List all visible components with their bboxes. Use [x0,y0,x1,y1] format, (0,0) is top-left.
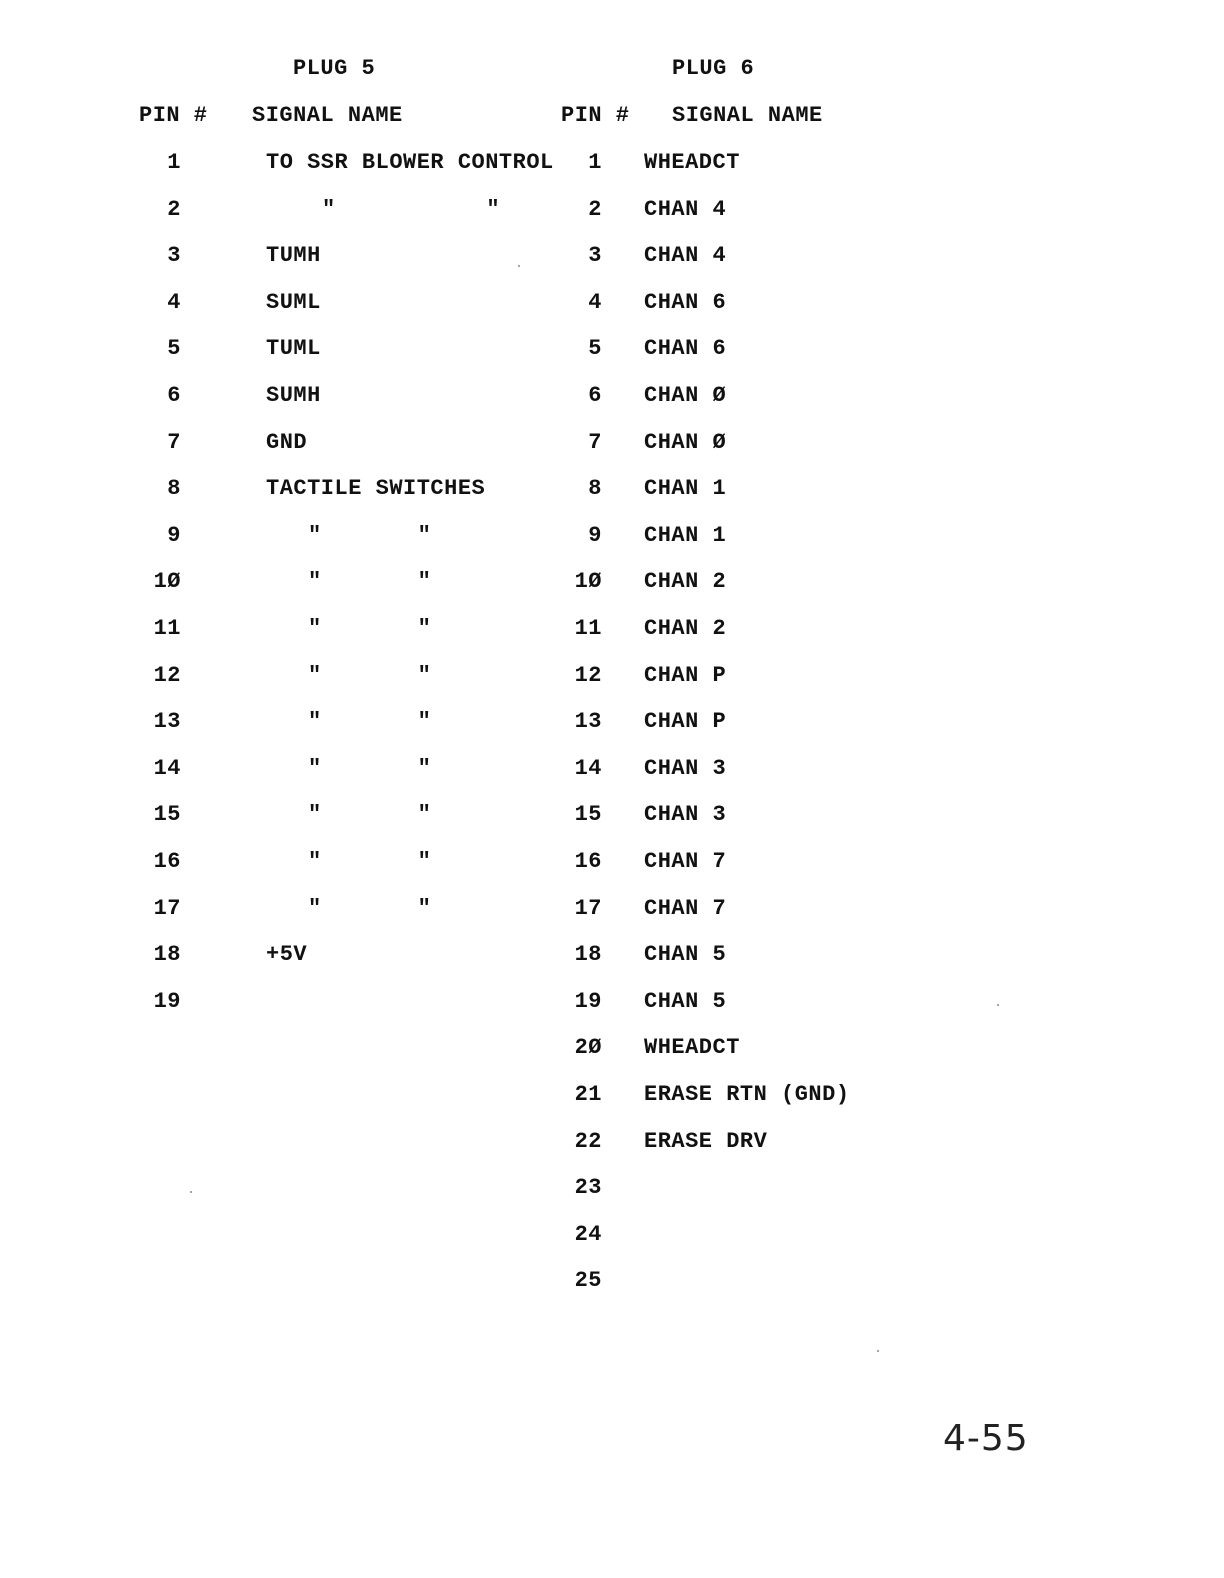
signal-name: CHAN 4 [644,197,727,222]
pin-number: 14 [153,756,181,781]
signal-name: SUML [266,290,321,315]
signal-name: SUMH [266,383,321,408]
page-number: 4-55 [943,1418,1029,1459]
signal-name: CHAN 3 [644,756,727,781]
signal-name: " " [308,523,432,548]
pin-number: 6 [167,383,181,408]
pin-number: 1 [167,150,181,175]
signal-name: TUMH [266,243,321,268]
pin-number: 8 [588,476,602,501]
signal-name: CHAN 2 [644,569,727,594]
pin-number: 22 [574,1129,602,1154]
pin-number: 19 [574,989,602,1014]
signal-name: CHAN P [644,663,727,688]
pin-number: 1Ø [153,569,181,594]
signal-name: CHAN 7 [644,849,727,874]
scan-speck [190,1191,192,1193]
plug6-signal-header: SIGNAL NAME [672,103,823,128]
pin-number: 2Ø [574,1035,602,1060]
plug5-pin-header: PIN # [139,103,208,128]
pin-number: 21 [574,1082,602,1107]
pin-number: 18 [574,942,602,967]
signal-name: CHAN Ø [644,430,727,455]
scan-speck [518,265,520,267]
signal-name: WHEADCT [644,150,740,175]
pin-number: 17 [153,896,181,921]
signal-name: " " [308,663,432,688]
signal-name: " " [322,197,501,222]
pin-number: 19 [153,989,181,1014]
signal-name: " " [308,756,432,781]
signal-name: TO SSR BLOWER CONTROL [266,150,554,175]
pin-number: 11 [153,616,181,641]
signal-name: CHAN Ø [644,383,727,408]
pin-number: 7 [588,430,602,455]
pin-number: 4 [588,290,602,315]
signal-name: TUML [266,336,321,361]
signal-name: CHAN 1 [644,476,727,501]
pin-number: 3 [167,243,181,268]
plug5-title: PLUG 5 [293,56,376,81]
pin-number: 2 [588,197,602,222]
signal-name: CHAN 6 [644,336,727,361]
pin-number: 24 [574,1222,602,1247]
signal-name: ERASE RTN (GND) [644,1082,850,1107]
pin-number: 14 [574,756,602,781]
pin-number: 15 [574,802,602,827]
plug6-pin-header: PIN # [561,103,630,128]
pin-number: 16 [153,849,181,874]
signal-name: ERASE DRV [644,1129,768,1154]
signal-name: " " [308,616,432,641]
pin-number: 12 [153,663,181,688]
signal-name: " " [308,709,432,734]
signal-name: CHAN P [644,709,727,734]
scan-speck [877,1350,879,1352]
pin-number: 2 [167,197,181,222]
pin-number: 8 [167,476,181,501]
signal-name: CHAN 1 [644,523,727,548]
signal-name: CHAN 5 [644,942,727,967]
scan-speck [997,1004,999,1006]
pin-number: 13 [574,709,602,734]
signal-name: " " [308,569,432,594]
signal-name: TACTILE SWITCHES [266,476,486,501]
pin-number: 23 [574,1175,602,1200]
signal-name: " " [308,802,432,827]
pin-number: 6 [588,383,602,408]
pin-number: 25 [574,1268,602,1293]
signal-name: CHAN 4 [644,243,727,268]
pin-number: 16 [574,849,602,874]
pin-number: 5 [167,336,181,361]
pin-number: 12 [574,663,602,688]
pin-number: 11 [574,616,602,641]
signal-name: " " [308,896,432,921]
pin-number: 18 [153,942,181,967]
signal-name: CHAN 6 [644,290,727,315]
pin-number: 7 [167,430,181,455]
pin-number: 9 [167,523,181,548]
pin-number: 3 [588,243,602,268]
signal-name: " " [308,849,432,874]
signal-name: CHAN 7 [644,896,727,921]
pin-number: 1Ø [574,569,602,594]
signal-name: CHAN 5 [644,989,727,1014]
plug5-signal-header: SIGNAL NAME [252,103,403,128]
signal-name: +5V [266,942,308,967]
signal-name: WHEADCT [644,1035,740,1060]
pin-number: 15 [153,802,181,827]
pin-number: 9 [588,523,602,548]
pin-number: 4 [167,290,181,315]
pin-number: 17 [574,896,602,921]
signal-name: GND [266,430,308,455]
pin-number: 5 [588,336,602,361]
plug6-title: PLUG 6 [672,56,755,81]
signal-name: CHAN 3 [644,802,727,827]
signal-name: CHAN 2 [644,616,727,641]
pin-number: 1 [588,150,602,175]
pin-number: 13 [153,709,181,734]
